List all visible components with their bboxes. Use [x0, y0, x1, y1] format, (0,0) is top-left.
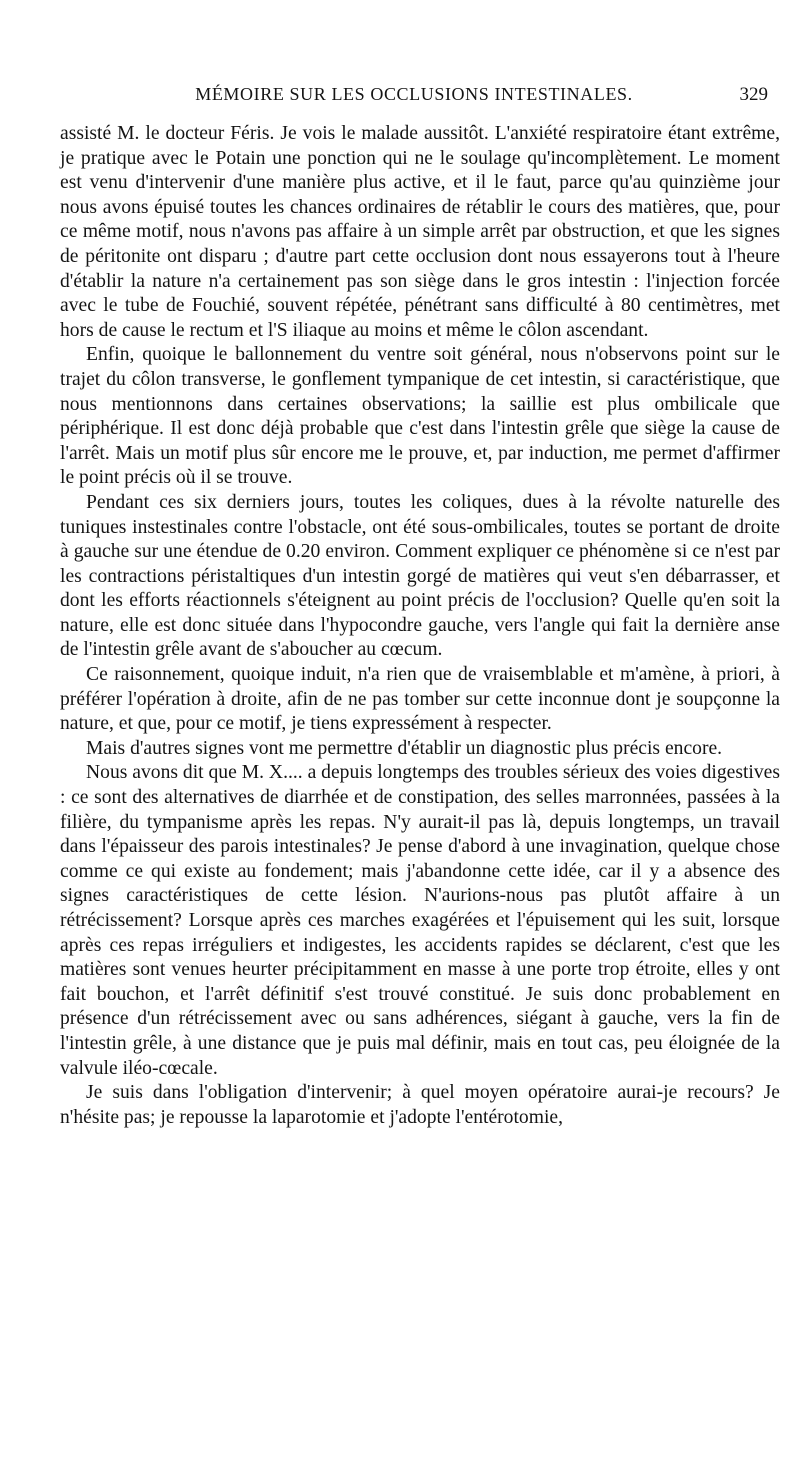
paragraph: Mais d'autres signes vont me permettre d'établir un diagnostic plus précis encore.: [86, 737, 723, 759]
paragraph: assisté M. le docteur Féris. Je vois le malade aussitôt. L'anxiété respiratoire étant extrême, je pratique avec le Potain une ponction qui ne le soulage qu'incomplètement. Le moment est venu d'intervenir d'une manière plus active, et il le faut, parce qu'au quinzième jour nous avons épuisé toutes les chances ordinaires de rétablir le cours des matières, que, pour ce même motif, nous n'avons pas affaire à un simple arrêt par obstruction, et que les signes de péritonite ont disparu ; d'autre part cette occlusion dont nous essayerons tout à l'heure d'établir la nature n'a certainement pas son siège dans le gros intestin : l'injection forcée avec le tube de Fouchié, souvent répétée, pénétrant sans difficulté à 80 centimètres, met hors de cause le rectum et l'S iliaque au moins et même le côlon ascendant.: [60, 123, 780, 341]
paragraph: Enfin, quoique le ballonnement du ventre soit général, nous n'observons point sur le trajet du côlon transverse, le gonflement tympanique de cet intestin, si caractéristique, que nous mentionnons dans certaines observations; la saillie est plus ombilicale que périphérique. Il est donc déjà probable que c'est dans l'intestin grêle que siège la cause de l'arrêt. Mais un motif plus sûr encore me le prouve, et, par induction, me permet d'affirmer le point précis où il se trouve.: [60, 344, 780, 489]
paragraph: Je suis dans l'obligation d'intervenir; à quel moyen opératoire aurai-je recours? Je n'hésite pas; je repousse la laparotomie et j'adopte l'entérotomie,: [60, 1082, 780, 1128]
paragraph: Pendant ces six derniers jours, toutes les coliques, dues à la révolte naturelle des tuniques instestinales contre l'obstacle, ont été sous-ombilicales, toutes se portant de droite à gauche sur une étendue de 0.20 environ. Comment expliquer ce phénomène si ce n'est par les contractions péristaltiques d'un intestin gorgé de matières qui veut s'en débarrasser, et dont les efforts réactionnels s'éteignent au point précis de l'occlusion? Quelle qu'en soit la nature, elle est donc située dans l'hypocondre gauche, vers l'angle qui fait la dernière anse de l'intestin grêle avant de s'aboucher au cœcum.: [60, 491, 780, 661]
page-header: [60, 84, 768, 112]
paragraph: Ce raisonnement, quoique induit, n'a rien que de vraisemblable et m'amène, à priori, à préférer l'opération à droite, afin de ne pas tomber sur cette inconnue dont je soupçonne la nature, et que, pour ce motif, je tiens expressément à respecter.: [60, 664, 780, 735]
body-text: [60, 122, 780, 1130]
page-number: 329: [739, 84, 768, 105]
running-title: MÉMOIRE SUR LES OCCLUSIONS INTESTINALES.: [195, 84, 633, 104]
paragraph: Nous avons dit que M. X.... a depuis longtemps des troubles sérieux des voies digestives : ce sont des alternatives de diarrhée et de constipation, des selles marronnées, passées à la filière, du tympanisme après les repas. N'y aurait-il pas là, depuis longtemps, un travail dans l'épaisseur des parois intestinales? Je pense d'abord à une invagination, quelque chose comme ce qui existe au fondement; mais j'abandonne cette idée, car il y a absence des signes caractéristiques de cette lésion. N'aurions-nous pas plutôt affaire à un rétrécissement? Lorsque après ces marches exagérées et l'épuisement qui les suit, lorsque après ces repas irréguliers et indigestes, les accidents rapides se déclarent, c'est que les matières sont venues heurter précipitamment en masse à une porte trop étroite, elles y ont fait bouchon, et l'arrêt définitif s'est trouvé constitué. Je suis donc probablement en présence d'un rétrécissement avec ou sans adhérences, siégant à gauche, vers la fin de l'intestin grêle, à une distance que je puis mal définir, mais en tout cas, peu éloignée de la valvule iléo-cœcale.: [60, 762, 780, 1079]
